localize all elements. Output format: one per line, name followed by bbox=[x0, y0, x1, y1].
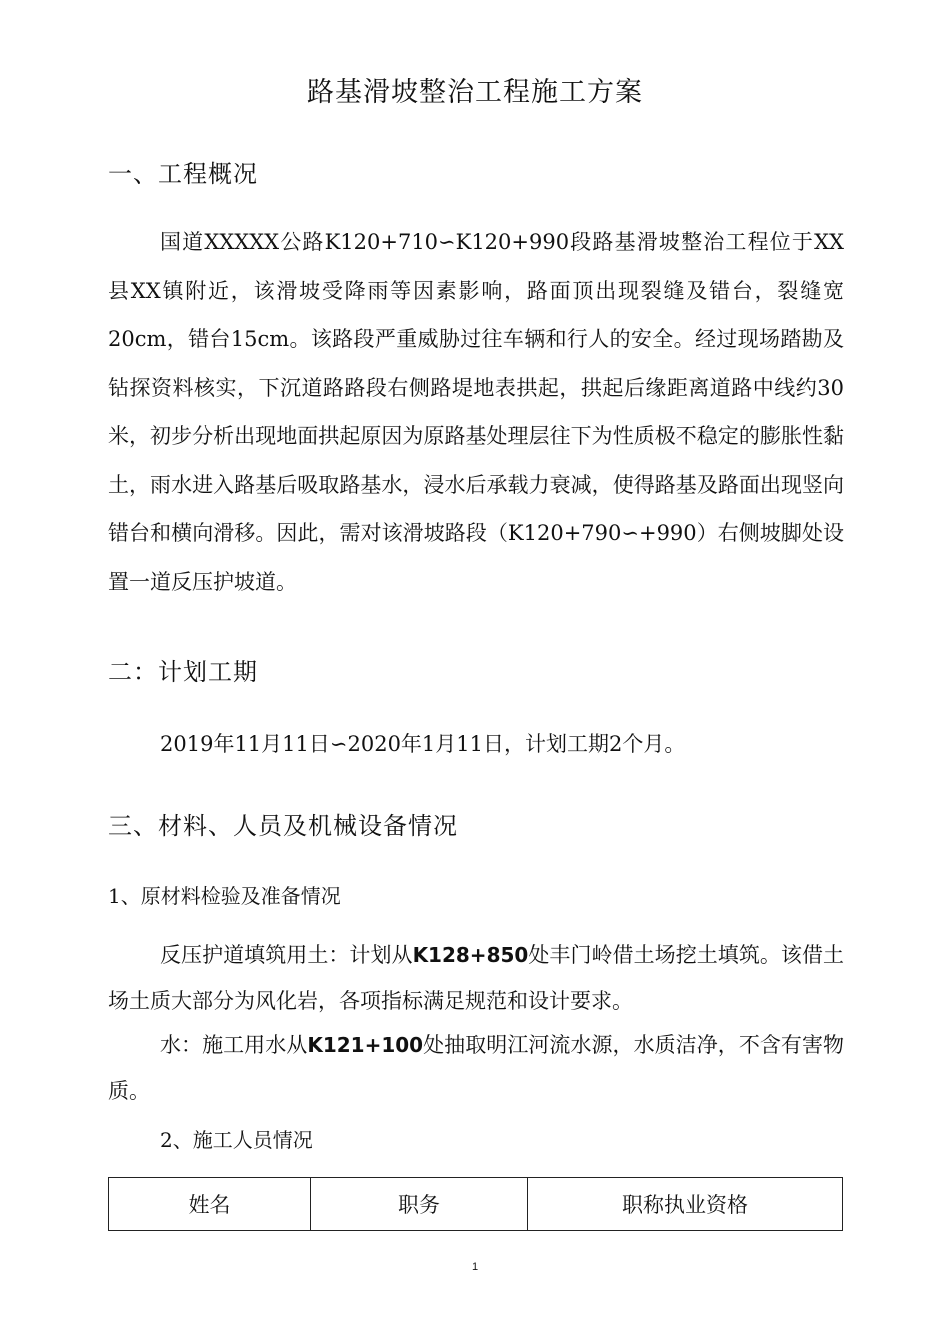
table-header-position: 职务 bbox=[311, 1178, 528, 1231]
schedule-paragraph: 2019年11月11日∽2020年1月11日，计划工期2个月。 bbox=[160, 732, 686, 756]
document-title: 路基滑坡整治工程施工方案 bbox=[307, 77, 643, 108]
section-heading-schedule: 二：计划工期 bbox=[108, 658, 258, 686]
section-heading-overview: 一、工程概况 bbox=[108, 160, 258, 188]
materials-soil-paragraph: 反压护道填筑用土：计划从K128+850处丰门岭借土场挖土填筑。该借土场土质大部分为风化岩，各项指标满足规范和设计要求。 bbox=[108, 943, 845, 1013]
section-heading-resources: 三、材料、人员及机械设备情况 bbox=[108, 812, 458, 840]
subsection-heading-materials: 1、原材料检验及准备情况 bbox=[108, 884, 341, 908]
soil-source-stake: K128+850 bbox=[412, 943, 529, 967]
overview-paragraph: 国道XXXXX公路K120+710∽K120+990段路基滑坡整治工程位于XX县XX镇附近，该滑坡受降雨等因素影响，路面顶出现裂缝及错台，裂缝宽20cm，错台15cm。该路段严重威胁过往车辆和行人的安全。经过现场踏勘及钻探资料核实，下沉道路路段右侧路堤地表拱起，拱起后缘距离道路中线约30米，初步分析出现地面拱起原因为原路基处理层往下为性质极不稳定的膨胀性黏土，雨水进入路基后吸取路基水，浸水后承载力衰减，使得路基及路面出现竖向错台和横向滑移。因此，需对该滑坡路段（K120+790∽+990）右侧坡脚处设置一道反压护坡道。 bbox=[108, 230, 844, 594]
materials-water-paragraph: 水：施工用水从K121+100处抽取明江河流水源，水质洁净，不含有害物质。 bbox=[108, 1033, 845, 1103]
table-header-name: 姓名 bbox=[109, 1178, 311, 1231]
subsection-heading-personnel: 2、施工人员情况 bbox=[160, 1128, 313, 1152]
table-header-qualification: 职称执业资格 bbox=[528, 1178, 843, 1231]
personnel-table bbox=[108, 1177, 843, 1231]
table-header-row bbox=[109, 1178, 843, 1231]
water-source-stake: K121+100 bbox=[307, 1033, 424, 1057]
page-number: 1 bbox=[471, 1261, 479, 1273]
